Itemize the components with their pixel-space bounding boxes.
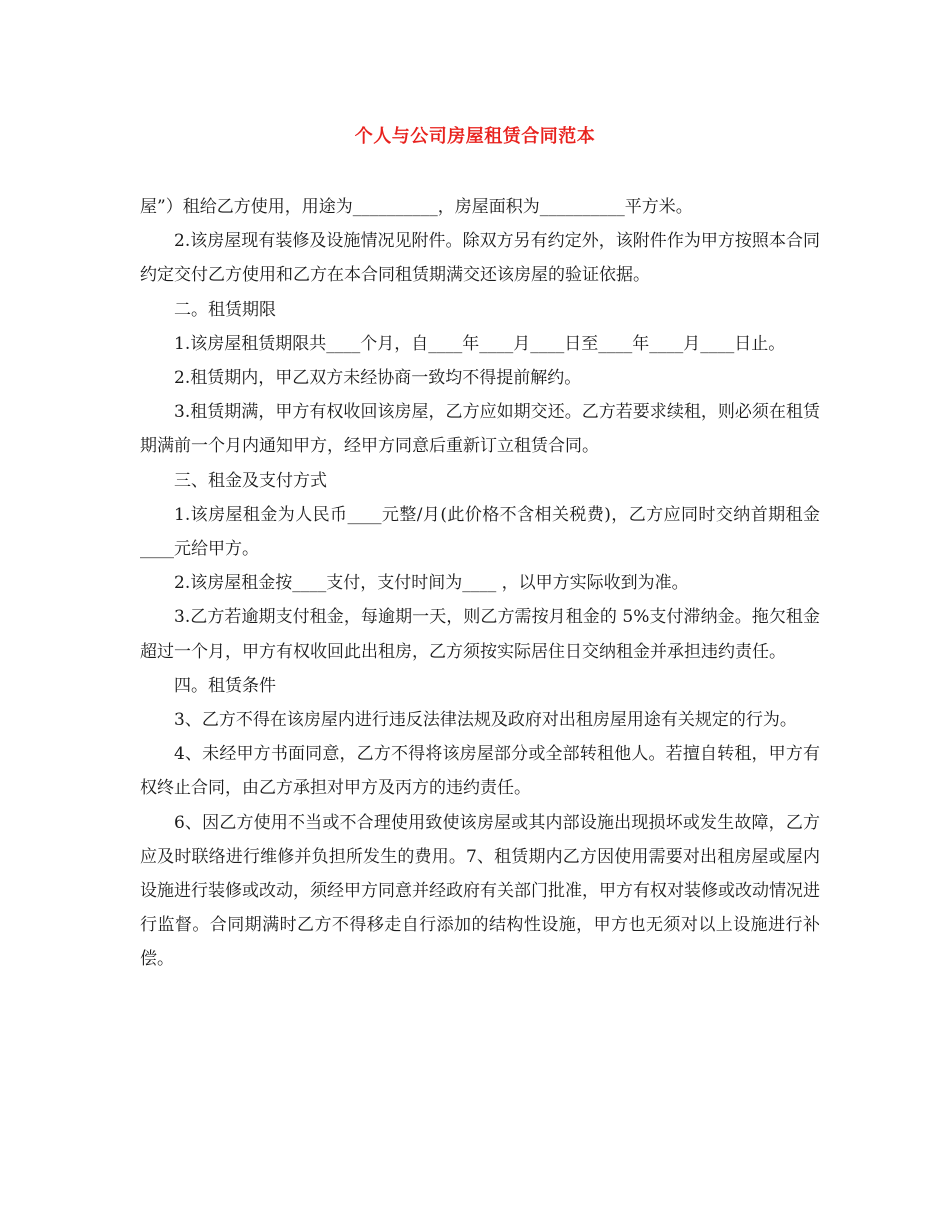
paragraph: 4、未经甲方书面同意，乙方不得将该房屋部分或全部转租他人。若擅自转租，甲方有权终止合同，由乙方承担对甲方及丙方的违约责任。 xyxy=(140,744,820,799)
paragraph: 1.该房屋租赁期限共____个月，自____年____月____日至____年____月____日止。 xyxy=(174,333,786,354)
paragraph: 2.该房屋租金按____支付，支付时间为____ ，以甲方实际收到为准。 xyxy=(174,573,689,594)
section-heading: 四。租赁条件 xyxy=(174,675,276,696)
paragraph: 2.租赁期内，甲乙双方未经协商一致均不得提前解约。 xyxy=(174,368,582,389)
paragraph: 3、乙方不得在该房屋内进行违反法律法规及政府对出租房屋用途有关规定的行为。 xyxy=(174,710,797,731)
paragraph: 6、因乙方使用不当或不合理使用致使该房屋或其内部设施出现损坏或发生故障，乙方应及时联络进行维修并负担所发生的费用。7、租赁期内乙方因使用需要对出租房屋或屋内设施进行装修或改动，须经甲方同意并经政府有关部门批准，甲方有权对装修或改动情况进行监督。合同期满时乙方不得移走自行添加的结构性设施，甲方也无须对以上设施进行补偿。 xyxy=(140,812,820,970)
document-title: 个人与公司房屋租赁合同范本 xyxy=(354,126,596,147)
document-body xyxy=(140,190,820,977)
paragraph: 2.该房屋现有装修及设施情况见附件。除双方另有约定外，该附件作为甲方按照本合同约定交付乙方使用和乙方在本合同租赁期满交还该房屋的验证依据。 xyxy=(140,231,820,286)
paragraph: 3.乙方若逾期支付租金，每逾期一天，则乙方需按月租金的 5%支付滞纳金。拖欠租金超过一个月，甲方有权收回此出租房，乙方须按实际居住日交纳租金并承担违约责任。 xyxy=(140,607,820,662)
paragraph: 1.该房屋租金为人民币____元整/月(此价格不含相关税费)，乙方应同时交纳首期租金____元给甲方。 xyxy=(140,504,820,560)
paragraph: 3.租赁期满，甲方有权收回该房屋，乙方应如期交还。乙方若要求续租，则必须在租赁期满前一个月内通知甲方，经甲方同意后重新订立租赁合同。 xyxy=(140,402,820,457)
paragraph: 屋”）租给乙方使用，用途为__________，房屋面积为__________平方米。 xyxy=(140,197,693,217)
section-heading: 二。租赁期限 xyxy=(174,299,276,320)
section-heading: 三、租金及支付方式 xyxy=(174,470,327,491)
